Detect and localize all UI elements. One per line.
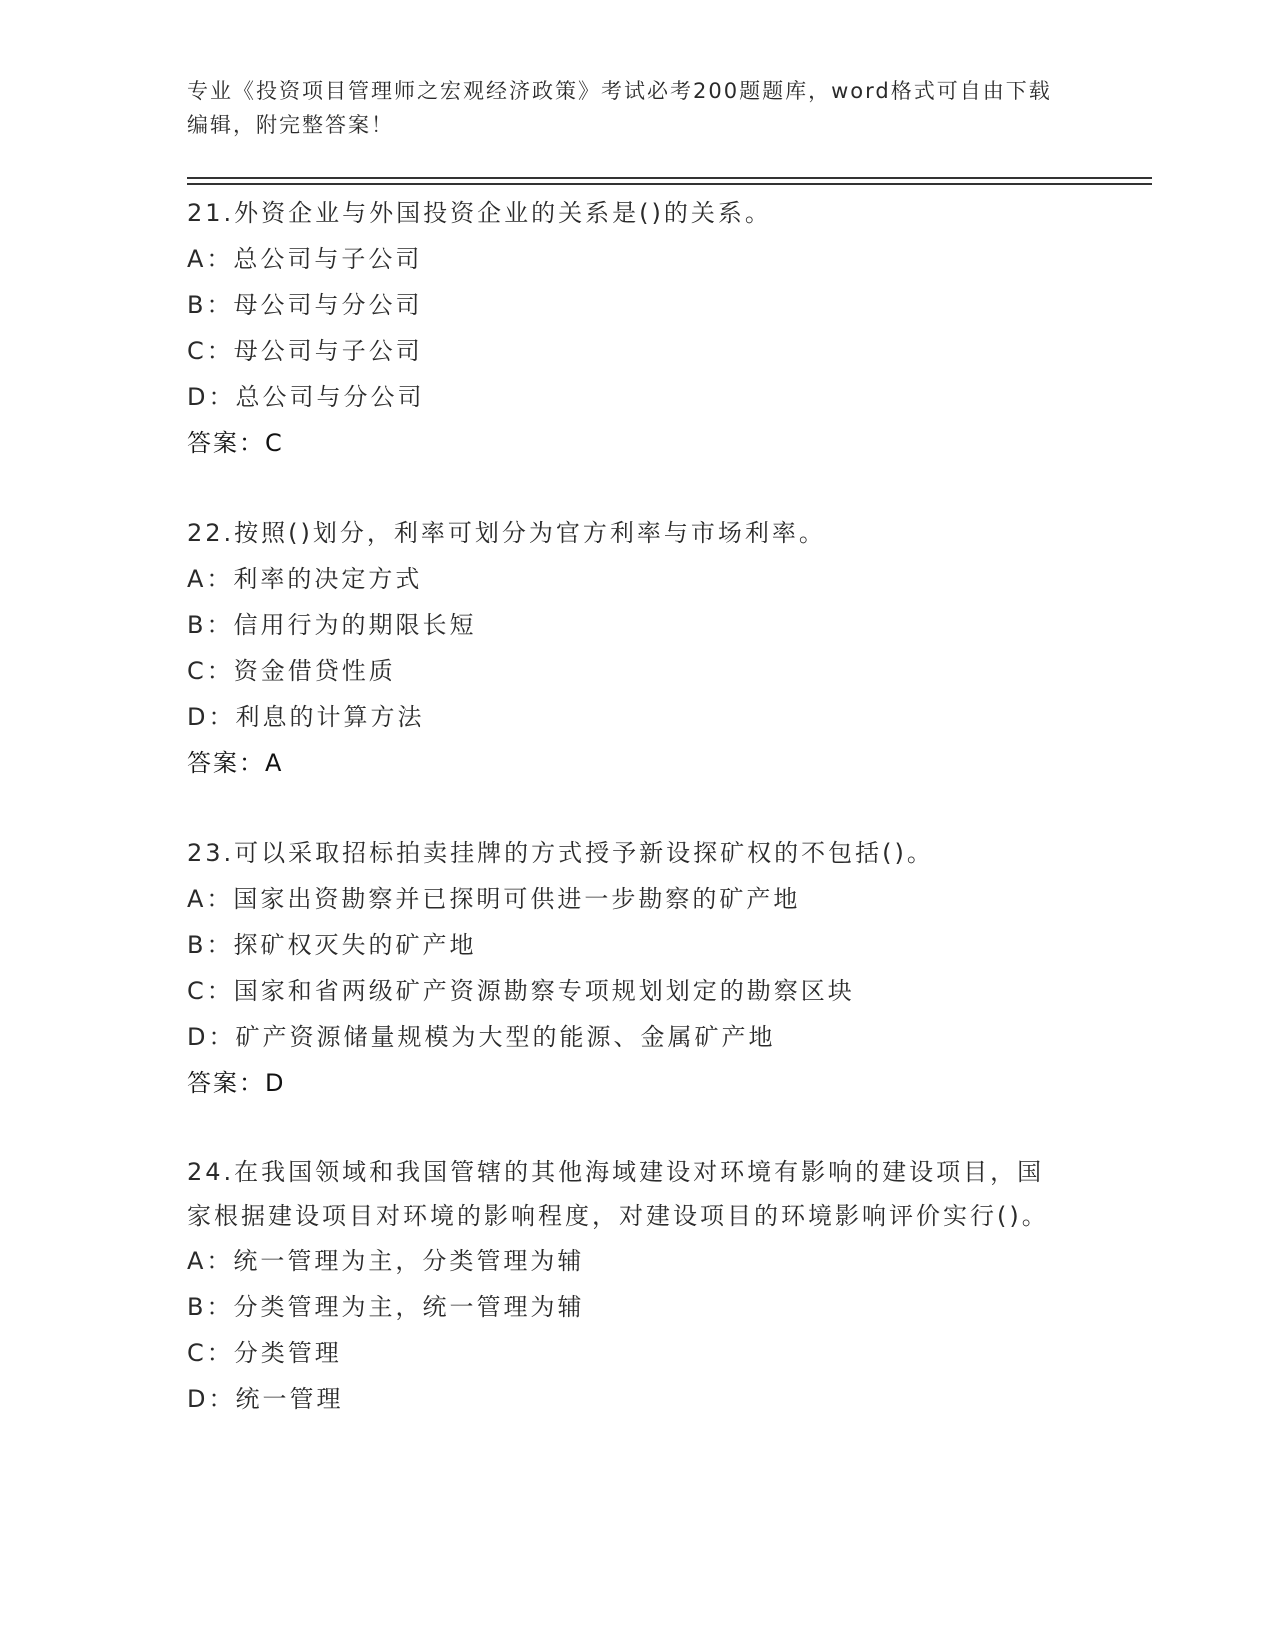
question-24 bbox=[187, 1150, 1087, 1422]
question-stem: 22.按照()划分，利率可划分为官方利率与市场利率。 bbox=[187, 519, 826, 547]
option-b: B：探矿权灭失的矿产地 bbox=[187, 931, 477, 959]
option-d: D：总公司与分公司 bbox=[187, 383, 425, 411]
header-divider-bottom bbox=[187, 183, 1152, 185]
option-a: A：国家出资勘察并已探明可供进一步勘察的矿产地 bbox=[187, 885, 801, 913]
question-stem: 23.可以采取招标拍卖挂牌的方式授予新设探矿权的不包括()。 bbox=[187, 839, 934, 867]
question-stem: 24.在我国领域和我国管辖的其他海域建设对环境有影响的建设项目，国家根据建设项目对环境的影响程度，对建设项目的环境影响评价实行()。 bbox=[187, 1158, 1049, 1230]
option-a: A：总公司与子公司 bbox=[187, 245, 423, 273]
question-stem: 21.外资企业与外国投资企业的关系是()的关系。 bbox=[187, 199, 772, 227]
answer-text: 答案：C bbox=[187, 429, 284, 457]
option-a: A：统一管理为主，分类管理为辅 bbox=[187, 1247, 585, 1275]
option-c: C：国家和省两级矿产资源勘察专项规划划定的勘察区块 bbox=[187, 977, 855, 1005]
question-23 bbox=[187, 830, 1087, 1106]
question-21 bbox=[187, 190, 1087, 466]
option-a: A：利率的决定方式 bbox=[187, 565, 423, 593]
option-d: D：统一管理 bbox=[187, 1385, 344, 1413]
document-intro: 专业《投资项目管理师之宏观经济政策》考试必考200题题库，word格式可自由下载编辑，附完整答案！ bbox=[187, 79, 1052, 137]
answer-text: 答案：D bbox=[187, 1069, 286, 1097]
option-c: C：资金借贷性质 bbox=[187, 657, 396, 685]
option-b: B：信用行为的期限长短 bbox=[187, 611, 477, 639]
option-b: B：母公司与分公司 bbox=[187, 291, 423, 319]
option-d: D：矿产资源储量规模为大型的能源、金属矿产地 bbox=[187, 1023, 776, 1051]
option-d: D：利息的计算方法 bbox=[187, 703, 425, 731]
option-c: C：分类管理 bbox=[187, 1339, 342, 1367]
question-list bbox=[187, 190, 1087, 1466]
header-divider-top bbox=[187, 177, 1152, 179]
answer-text: 答案：A bbox=[187, 749, 284, 777]
option-b: B：分类管理为主，统一管理为辅 bbox=[187, 1293, 585, 1321]
question-22 bbox=[187, 510, 1087, 786]
option-c: C：母公司与子公司 bbox=[187, 337, 423, 365]
